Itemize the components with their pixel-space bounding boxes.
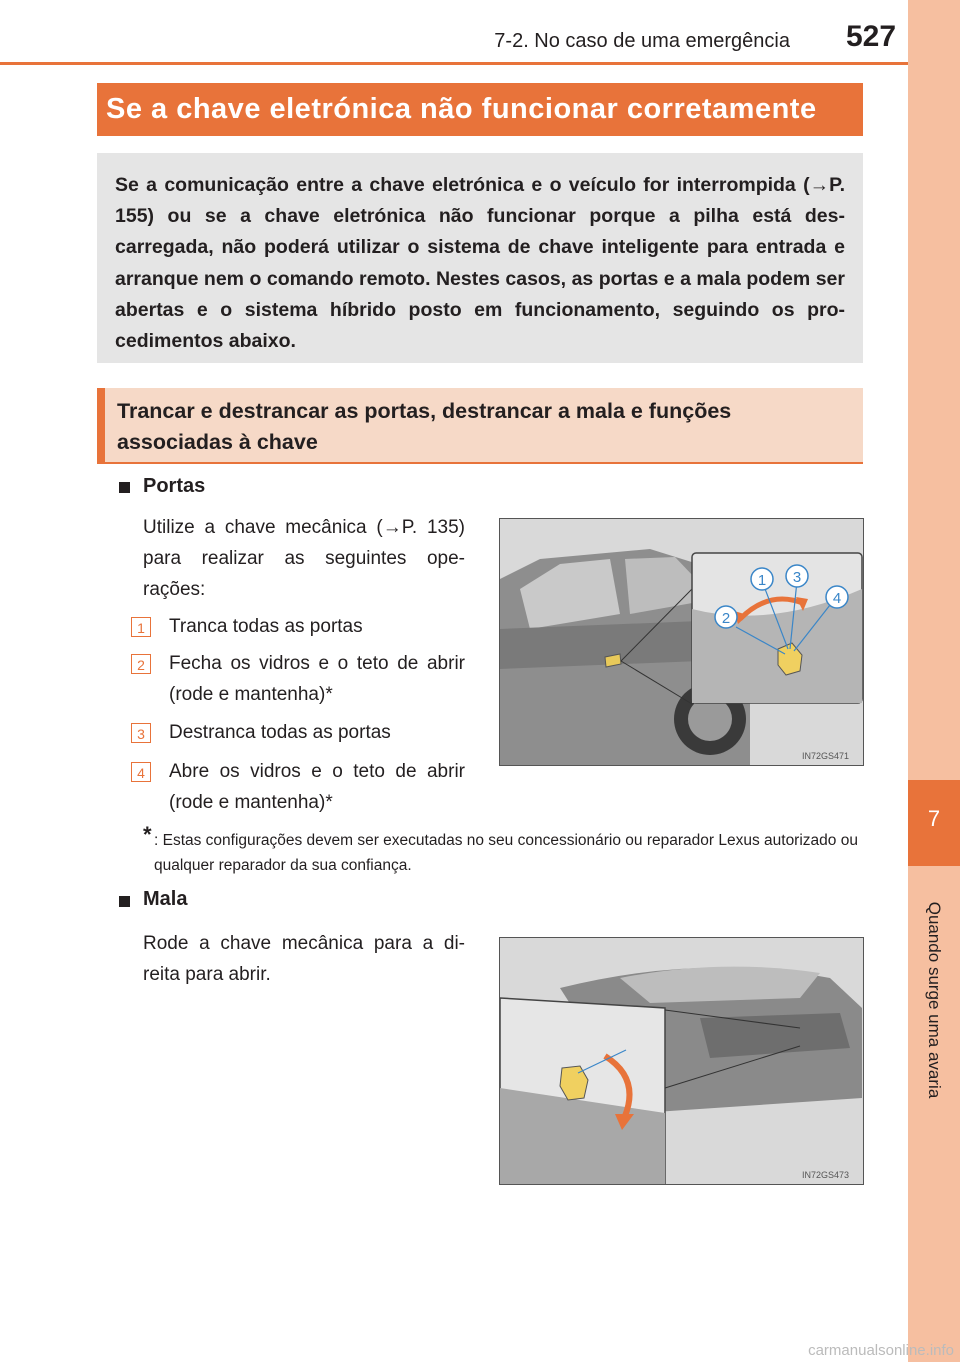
figure-label-1: 1 xyxy=(757,572,767,589)
chapter-number: 7 xyxy=(927,806,941,831)
doors-item-4: Abre os vidros e o teto de abrir (rode e mantenha)* xyxy=(169,761,465,813)
square-bullet-icon xyxy=(119,896,130,907)
item-number-4: 4 xyxy=(131,762,151,782)
intro-box xyxy=(97,153,863,363)
door-figure-code: IN72GS471 xyxy=(802,751,850,761)
trunk-text: Rode a chave mecânica para a di-reita para abrir. xyxy=(143,933,465,985)
page-number: 527 xyxy=(846,20,897,53)
footnote-marker: * xyxy=(143,822,152,847)
figure-label-3: 3 xyxy=(792,569,802,586)
item-number-1: 1 xyxy=(131,617,151,637)
trunk-key-figure xyxy=(499,937,864,1185)
doors-item-3: Destranca todas as portas xyxy=(169,722,391,743)
trunk-illustration xyxy=(500,938,863,1184)
page-title: Se a chave eletrónica não funcionar corretamente xyxy=(97,83,863,136)
figure-label-2: 2 xyxy=(721,610,731,627)
door-key-figure xyxy=(499,518,864,766)
item-number-3: 3 xyxy=(131,723,151,743)
chapter-title: Quando surge uma avaria xyxy=(925,901,944,1099)
item-number-2: 2 xyxy=(131,654,151,674)
footnote-text: : Estas configurações devem ser executadas no seu concessionário ou reparador Lexus autorizado ou qualquer reparador da sua confiança. xyxy=(154,832,858,874)
header-rule xyxy=(0,62,908,65)
trunk-heading: Mala xyxy=(143,888,188,910)
doors-item-2: Fecha os vidros e o teto de abrir (rode e mantenha)* xyxy=(169,653,465,705)
doors-heading: Portas xyxy=(143,475,206,497)
header-section-title: 7-2. No caso de uma emergência xyxy=(494,30,790,52)
watermark: carmanualsonline.info xyxy=(808,1342,954,1359)
trunk-figure-code: IN72GS473 xyxy=(802,1170,850,1180)
doors-item-1: Tranca todas as portas xyxy=(169,616,363,637)
door-illustration xyxy=(500,519,863,765)
doors-intro-text: Utilize a chave mecânica (→P. 135) para realizar as seguintes ope-rações: xyxy=(143,517,465,600)
square-bullet-icon xyxy=(119,482,130,493)
intro-text: Se a comunicação entre a chave eletrónica e o veículo for interrompida (→P. 155) ou se a chave eletrónica não funcionar porque a pilha está des-carregada, não poderá utilizar o sistema de chave inteligente para entrada e arranque nem o comando remoto. Nestes casos, as portas e a mala podem ser abertas e o sistema híbrido posto em funcionamento, seguindo os pro-cedimentos abaixo. xyxy=(115,174,845,353)
figure-label-4: 4 xyxy=(832,590,842,607)
section-subheading: Trancar e destrancar as portas, destrancar a mala e funções associadas à chave xyxy=(97,388,863,464)
